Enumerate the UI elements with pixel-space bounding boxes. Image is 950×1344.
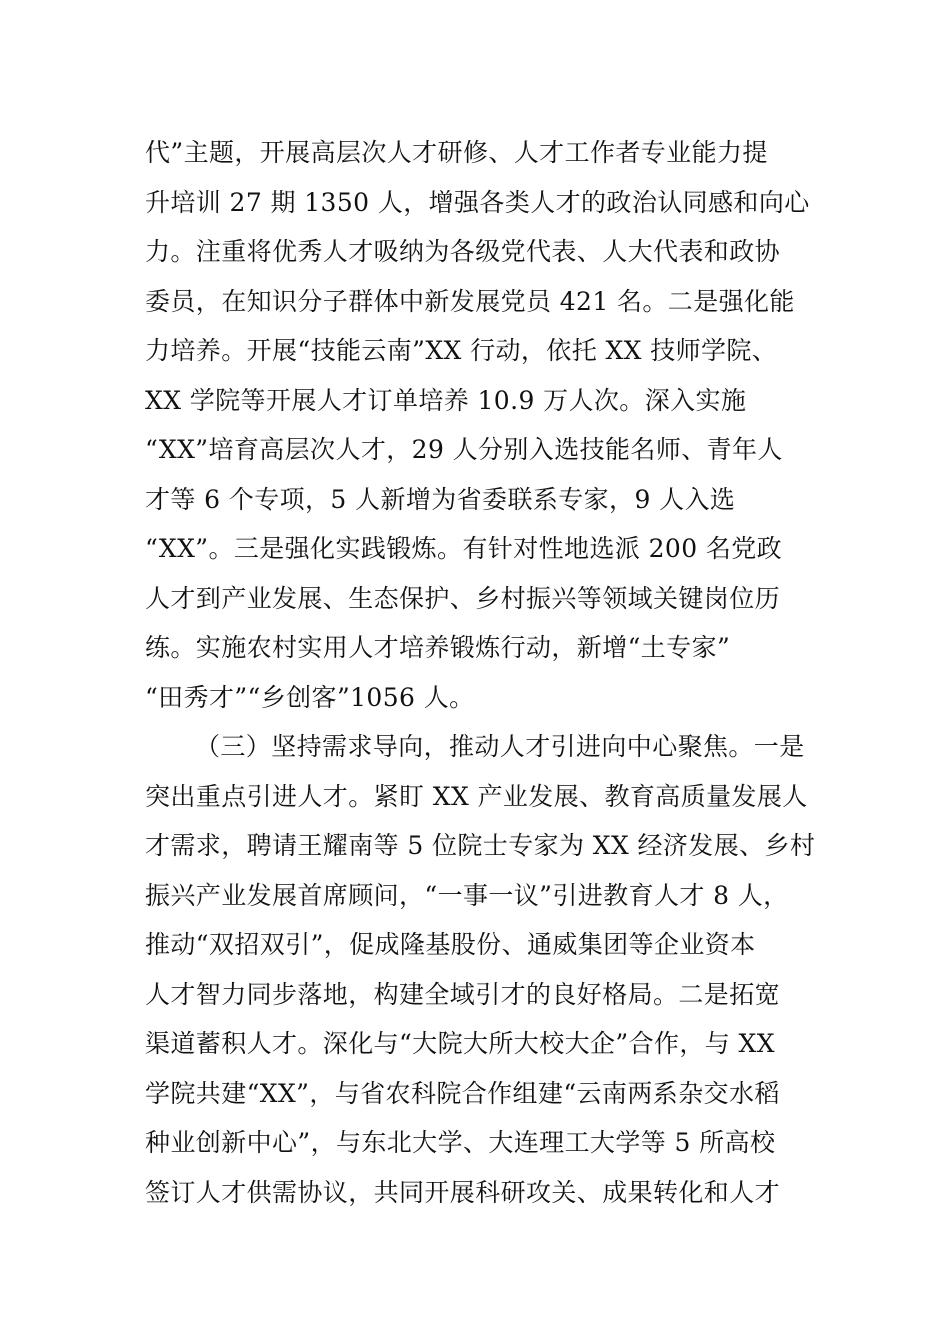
text-line: 力培养。开展“技能云南”XX 行动，依托 XX 技师学院、 bbox=[145, 336, 778, 365]
text-line: “XX”。三是强化实践锻炼。有针对性地选派 200 名党政 bbox=[145, 534, 783, 563]
document-body bbox=[145, 128, 817, 1217]
text-line: 学院共建“XX”，与省农科院合作组建“云南两系杂交水稻 bbox=[145, 1078, 780, 1108]
text-line: “田秀才”“乡创客”1056 人。 bbox=[145, 682, 475, 712]
text-line: 才需求，聘请王耀南等 5 位院士专家为 XX 经济发展、乡村 bbox=[145, 831, 816, 860]
text-line: 突出重点引进人才。紧盯 XX 产业发展、教育高质量发展人 bbox=[145, 781, 808, 811]
text-line: 代”主题，开展高层次人才研修、人才工作者专业能力提 bbox=[145, 138, 768, 167]
text-line: 振兴产业发展首席顾问，“一事一议”引进教育人才 8 人， bbox=[145, 880, 789, 910]
text-line: 力。注重将优秀人才吸纳为各级党代表、人大代表和政协 bbox=[145, 237, 781, 266]
text-line: 渠道蓄积人才。深化与“大院大所大校大企”合作，与 XX bbox=[145, 1029, 775, 1058]
text-line: 推动“双招双引”，促成隆基股份、通威集团等企业资本 bbox=[145, 930, 756, 959]
text-line: 升培训 27 期 1350 人，增强各类人才的政治认同感和向心 bbox=[145, 187, 810, 217]
text-line: 才等 6 个专项，5 人新增为省委联系专家，9 人入选 bbox=[145, 484, 736, 514]
text-line: 人才到产业发展、生态保护、乡村振兴等领域关键岗位历 bbox=[145, 583, 781, 613]
section-heading-line: （三）坚持需求导向，推动人才引进向中心聚焦。一是 bbox=[195, 732, 805, 761]
text-line: 练。实施农村实用人才培养锻炼行动，新增“土专家” bbox=[145, 633, 731, 662]
text-line: 签订人才供需协议，共同开展科研攻关、成果转化和人才 bbox=[145, 1177, 781, 1207]
text-line: 人才智力同步落地，构建全域引才的良好格局。二是拓宽 bbox=[145, 979, 781, 1009]
text-line: “XX”培育高层次人才，29 人分别入选技能名师、青年人 bbox=[145, 435, 783, 464]
text-line: 委员，在知识分子群体中新发展党员 421 名。二是强化能 bbox=[145, 286, 795, 316]
text-line: 种业创新中心”，与东北大学、大连理工大学等 5 所高校 bbox=[145, 1128, 776, 1157]
text-line: XX 学院等开展人才订单培养 10.9 万人次。深入实施 bbox=[145, 385, 747, 415]
